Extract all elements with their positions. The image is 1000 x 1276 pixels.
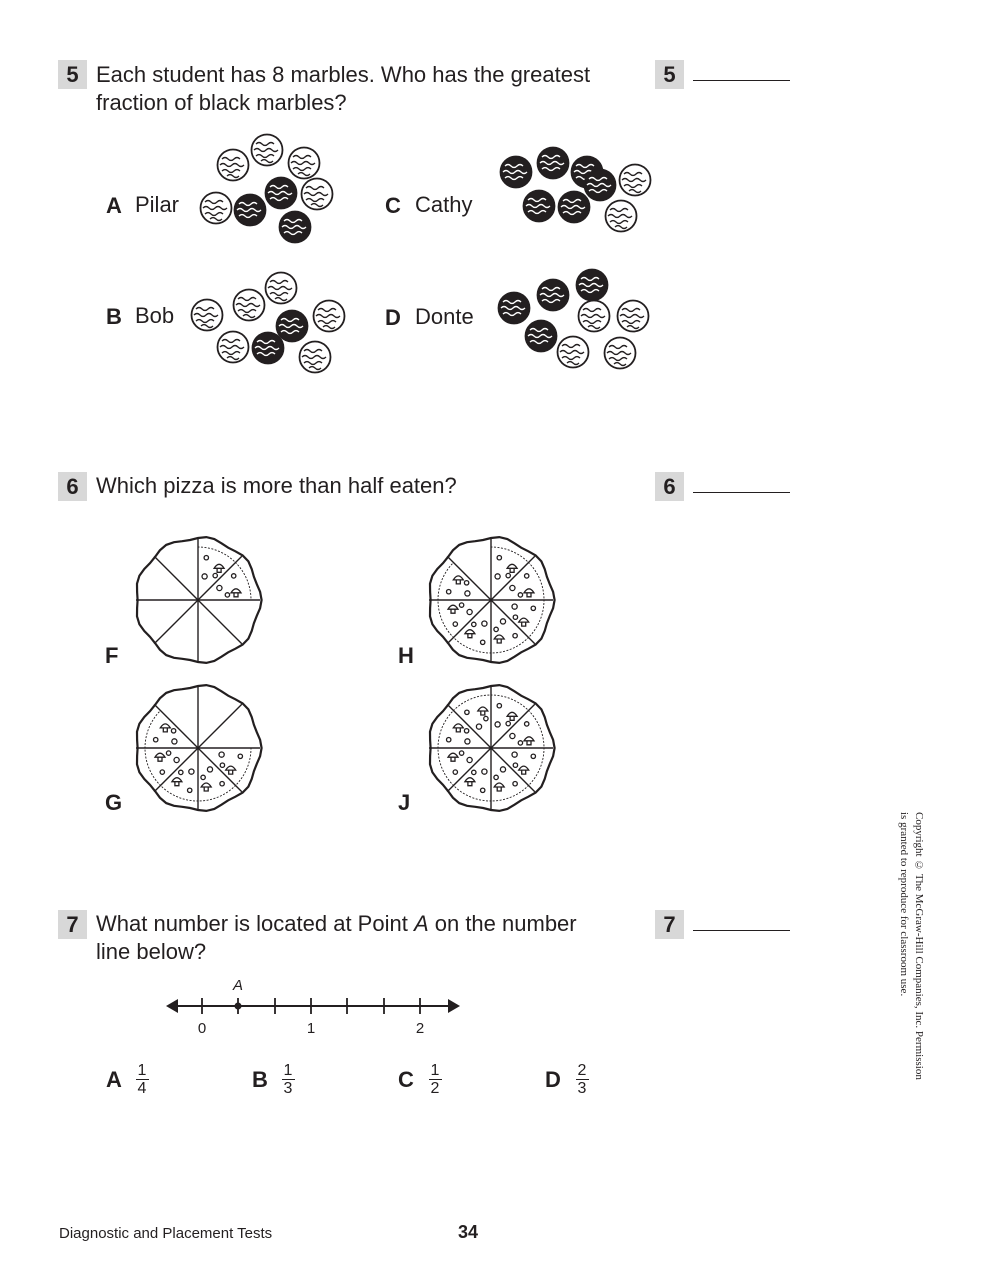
answer-6-blank[interactable] <box>693 492 790 493</box>
marbles-pilar <box>201 135 333 243</box>
q7-option-c-denominator: 2 <box>430 1080 440 1097</box>
copyright-line1: Copyright © The McGraw-Hill Companies, Inc. Permission <box>913 812 925 1080</box>
point-a-dot <box>235 1003 242 1010</box>
answer-6-number: 6 <box>655 472 684 501</box>
number-line-right-arrow <box>448 999 460 1013</box>
q5-option-c-letter[interactable]: C <box>385 193 401 218</box>
q6-option-f-letter[interactable]: F <box>105 643 119 668</box>
pizza-j <box>429 685 555 811</box>
copyright-notice <box>892 812 926 1092</box>
q7-option-c-letter[interactable]: C <box>398 1067 414 1092</box>
q5-option-a-name: Pilar <box>135 192 180 217</box>
number-line-left-arrow <box>166 999 178 1013</box>
label-0: 0 <box>197 1020 207 1037</box>
q6-option-h-letter[interactable]: H <box>398 643 414 668</box>
label-1: 1 <box>306 1020 316 1037</box>
q7-option-a-numerator: 1 <box>137 1062 147 1079</box>
answer-7-blank[interactable] <box>693 930 790 931</box>
question-6-text: Which pizza is more than half eaten? <box>96 473 457 498</box>
number-line <box>150 970 480 1040</box>
question-6-number: 6 <box>58 472 87 501</box>
q7-option-b-fraction <box>279 1062 297 1097</box>
question-7-point-name: A <box>413 911 429 936</box>
marbles-donte <box>499 270 649 369</box>
q5-option-b-name: Bob <box>135 303 175 328</box>
label-2: 2 <box>415 1020 425 1037</box>
point-a-label: A <box>232 977 244 994</box>
q7-option-a-letter[interactable]: A <box>106 1067 122 1092</box>
footer-title: Diagnostic and Placement Tests <box>59 1225 273 1242</box>
q7-option-d-letter[interactable]: D <box>545 1067 561 1092</box>
q5-option-d-letter[interactable]: D <box>385 305 401 330</box>
q7-option-b-letter[interactable]: B <box>252 1067 268 1092</box>
q7-option-a-fraction <box>133 1062 151 1097</box>
answer-5-number: 5 <box>655 60 684 89</box>
pizza-g <box>136 685 262 811</box>
q5-option-d-name: Donte <box>415 304 474 329</box>
q7-option-c-fraction <box>426 1062 444 1097</box>
q7-option-a-denominator: 4 <box>137 1080 147 1097</box>
q7-option-b-numerator: 1 <box>283 1062 293 1079</box>
q5-option-b-letter[interactable]: B <box>106 304 122 329</box>
copyright-line2: is granted to reproduce for classroom use. <box>898 812 910 997</box>
question-7-text-part2: on the number <box>428 911 577 936</box>
question-5-number: 5 <box>58 60 87 89</box>
q5-option-a-letter[interactable]: A <box>106 193 122 218</box>
q6-option-g-letter[interactable]: G <box>105 790 123 815</box>
q5-option-c-name: Cathy <box>415 192 473 217</box>
q7-option-c-numerator: 1 <box>430 1062 440 1079</box>
question-7-number: 7 <box>58 910 87 939</box>
marbles-bob <box>192 273 345 373</box>
q7-option-d-denominator: 3 <box>577 1080 587 1097</box>
question-7-text-line2: line below? <box>96 939 207 964</box>
question-5-text-line2: fraction of black marbles? <box>96 90 347 115</box>
question-7-text <box>96 910 577 966</box>
q7-option-b-denominator: 3 <box>283 1080 293 1097</box>
question-7-text-part1: What number is located at Point <box>96 911 414 936</box>
q6-option-j-letter[interactable]: J <box>398 790 411 815</box>
pizza-h <box>429 537 555 663</box>
q7-option-d-fraction <box>573 1062 591 1097</box>
answer-7-number: 7 <box>655 910 684 939</box>
page-number: 34 <box>458 1222 479 1242</box>
marbles-illustration <box>0 0 1000 420</box>
pizzas-illustration <box>0 520 640 820</box>
q7-option-d-numerator: 2 <box>577 1062 587 1079</box>
question-5-text-line1: Each student has 8 marbles. Who has the greatest <box>96 62 591 87</box>
marbles-cathy <box>501 148 651 232</box>
pizza-f <box>136 537 262 663</box>
